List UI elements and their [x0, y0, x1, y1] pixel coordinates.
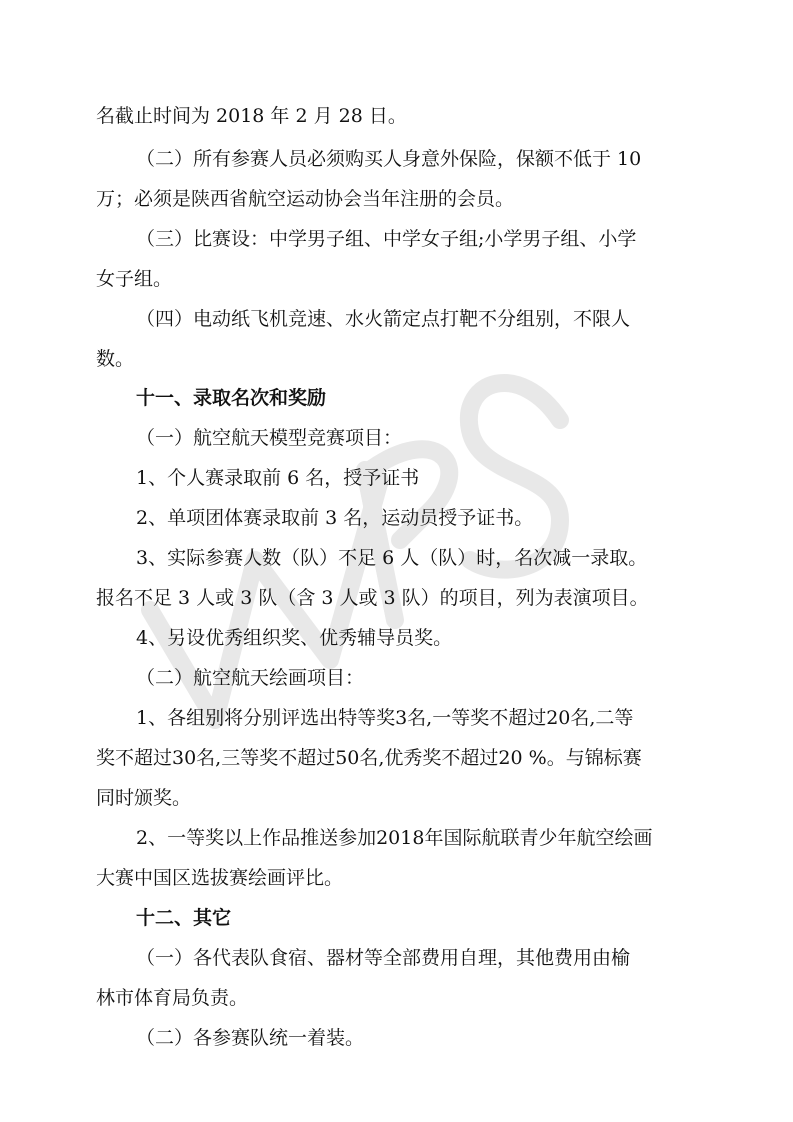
- text-line: 报名不足 3 人或 3 队（含 3 人或 3 队）的项目，列为表演项目。: [96, 587, 649, 609]
- text-line: 同时颁奖。: [96, 787, 192, 809]
- text-line: 3、实际参赛人数（队）不足 6 人（队）时，名次减一录取。: [136, 547, 648, 569]
- text-line: （一）航空航天模型竞赛项目：: [136, 427, 403, 449]
- text-line: 4、另设优秀组织奖、优秀辅导员奖。: [136, 627, 453, 649]
- text-line: （四）电动纸飞机竞速、水火箭定点打靶不分组别，不限人: [136, 308, 631, 330]
- text-line: （二）所有参赛人员必须购买人身意外保险，保额不低于 10: [136, 148, 642, 170]
- text-line: 名截止时间为 2018 年 2 月 28 日。: [96, 105, 407, 127]
- text-line: （三）比赛设：中学男子组、中学女子组;小学男子组、小学: [136, 228, 637, 250]
- section-heading: 十二、其它: [136, 907, 232, 929]
- text-line: 1、个人赛录取前 6 名，授予证书: [136, 467, 420, 489]
- text-line: （一）各代表队食宿、器材等全部费用自理，其他费用由榆: [136, 947, 631, 969]
- text-line: 2、单项团体赛录取前 3 名，运动员授予证书。: [136, 507, 534, 529]
- text-line: 大赛中国区选拔赛绘画评比。: [96, 867, 344, 889]
- text-line: （二）各参赛队统一着装。: [136, 1027, 365, 1049]
- text-line: 万；必须是陕西省航空运动协会当年注册的会员。: [96, 188, 515, 210]
- text-line: （二）航空航天绘画项目：: [136, 667, 365, 689]
- text-line: 奖不超过30名,三等奖不超过50名,优秀奖不超过20 %。与锦标赛: [96, 747, 642, 769]
- text-line: 女子组。: [96, 268, 173, 290]
- section-heading: 十一、录取名次和奖励: [136, 387, 327, 409]
- text-line: 1、各组别将分别评选出特等奖3名,一等奖不超过20名,二等: [136, 707, 634, 729]
- text-line: 林市体育局负责。: [96, 987, 249, 1009]
- text-line: 2、一等奖以上作品推送参加2018年国际航联青少年航空绘画: [136, 827, 653, 849]
- text-line: 数。: [96, 348, 135, 370]
